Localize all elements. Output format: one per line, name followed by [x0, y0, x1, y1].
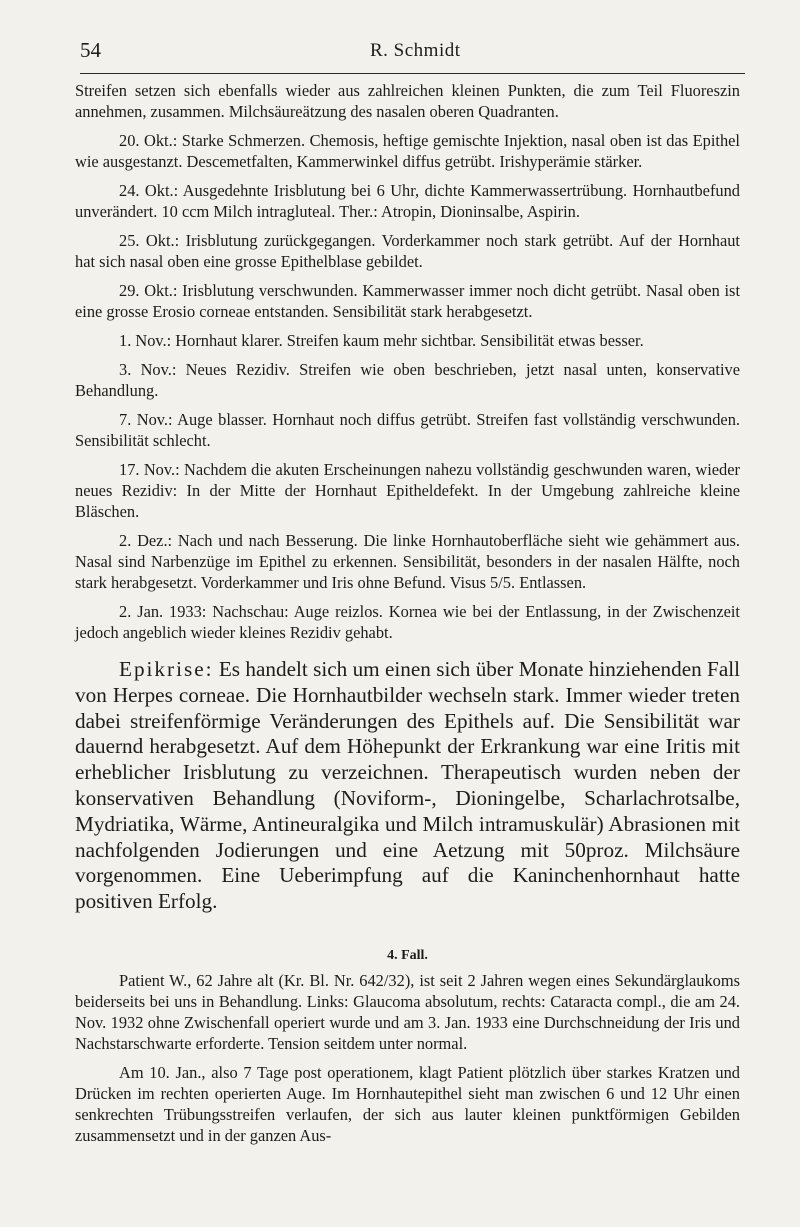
paragraph: 17. Nov.: Nachdem die akuten Erscheinungen nahezu vollständig geschwunden waren, wieder neues Rezidiv: In der Mitte der Hornhaut Epitheldefekt. In der Umgebung zahlreiche kleine Bläschen. [75, 460, 740, 521]
paragraph: 7. Nov.: Auge blasser. Hornhaut noch diffus getrübt. Streifen fast vollständig verschwunden. Sensibilität schlecht. [75, 410, 740, 450]
paragraph: Streifen setzen sich ebenfalls wieder aus zahlreichen kleinen Punkten, die zum Teil Fluoreszin annehmen, zusammen. Milchsäureätzung des nasalen oberen Quadranten. [75, 81, 740, 121]
epikrise-text: Es handelt sich um einen sich über Monate hinziehenden Fall von Herpes corneae. Die Hornhautbilder wechseln stark. Immer wieder treten dabei streifenförmige Veränderungen des Epithels auf. Die Sensibilität war dauernd herabgesetzt. Auf dem Höhepunkt der Erkrankung war eine Iritis mit erheblicher Irisblutung zu verzeichnen. Therapeutisch wurden neben der konservativen Behandlung (Noviform-, Dioningelbe, Scharlachrotsalbe, Mydriatika, Wärme, Antineuralgika und Milch intramuskulär) Abrasionen mit nachfolgenden Jodierungen und eine Aetzung mit 50proz. Milchsäure vorgenommen. Eine Ueberimpfung auf die Kaninchenhornhaut hatte positiven Erfolg. [75, 657, 741, 914]
paragraph: 29. Okt.: Irisblutung verschwunden. Kammerwasser immer noch dicht getrübt. Nasal oben ist eine grosse Erosio corneae entstanden. Sensibilität stark herabgesetzt. [75, 281, 740, 321]
case-title: 4. Fall. [387, 947, 428, 963]
case-paragraph: Patient W., 62 Jahre alt (Kr. Bl. Nr. 642/32), ist seit 2 Jahren wegen eines Sekundärglaukoms beiderseits bei uns in Behandlung. Links: Glaucoma absolutum, rechts: Cataracta compl., die am 24. Nov. 1932 ohne Zwischenfall operiert wurde und am 3. Jan. 1933 eine Durchschneidung der Iris und Nachstarschwarte erforderte. Tension seitdem unter normal. [75, 970, 740, 1053]
paragraph: 3. Nov.: Neues Rezidiv. Streifen wie oben beschrieben, jetzt nasal unten, konservative Behandlung. [75, 360, 740, 400]
paragraph: 25. Okt.: Irisblutung zurückgegangen. Vorderkammer noch stark getrübt. Auf der Hornhaut hat sich nasal oben eine grosse Epithelblase gebildet. [75, 231, 740, 271]
case-section [75, 970, 740, 1146]
running-title: R. Schmidt [370, 40, 461, 61]
paragraph: 2. Dez.: Nach und nach Besserung. Die linke Hornhautoberfläche sieht wie gehämmert aus. Nasal sind Narbenzüge im Epithel zu erkennen. Sensibilität, besonders in der nasalen Hälfte, noch stark herabgesetzt. Vorderkammer und Iris ohne Befund. Visus 5/5. Entlassen. [75, 531, 740, 592]
paragraph: 2. Jan. 1933: Nachschau: Auge reizlos. Kornea wie bei der Entlassung, in der Zwischenzeit jedoch angeblich wieder kleines Rezidiv gehabt. [75, 602, 740, 642]
case-paragraph: Am 10. Jan., also 7 Tage post operationem, klagt Patient plötzlich über starkes Kratzen und Drücken im rechten operierten Auge. Im Hornhautepithel sieht man zwischen 6 und 12 Uhr einen senkrechten Trübungsstreifen verlaufen, der sich aus lauter kleinen punktförmigen Gebilden zusammensetzt und in der ganzen Aus- [75, 1062, 740, 1145]
epikrise-label: Epikrise: [119, 657, 214, 681]
body-text [75, 80, 740, 1154]
paragraph: 1. Nov.: Hornhaut klarer. Streifen kaum mehr sichtbar. Sensibilität etwas besser. [119, 331, 644, 350]
paragraph: 24. Okt.: Ausgedehnte Irisblutung bei 6 Uhr, dichte Kammerwassertrübung. Hornhautbefund unverändert. 10 ccm Milch intragluteal. Ther.: Atropin, Dioninsalbe, Aspirin. [75, 181, 740, 221]
epikrise-section [75, 657, 740, 915]
header-rule [80, 73, 745, 74]
paragraph: 20. Okt.: Starke Schmerzen. Chemosis, heftige gemischte Injektion, nasal oben ist das Epithel wie ausgestanzt. Descemetfalten, Kammerwinkel diffus getrübt. Irishyperämie stärker. [75, 131, 740, 171]
page-number: 54 [80, 38, 101, 62]
